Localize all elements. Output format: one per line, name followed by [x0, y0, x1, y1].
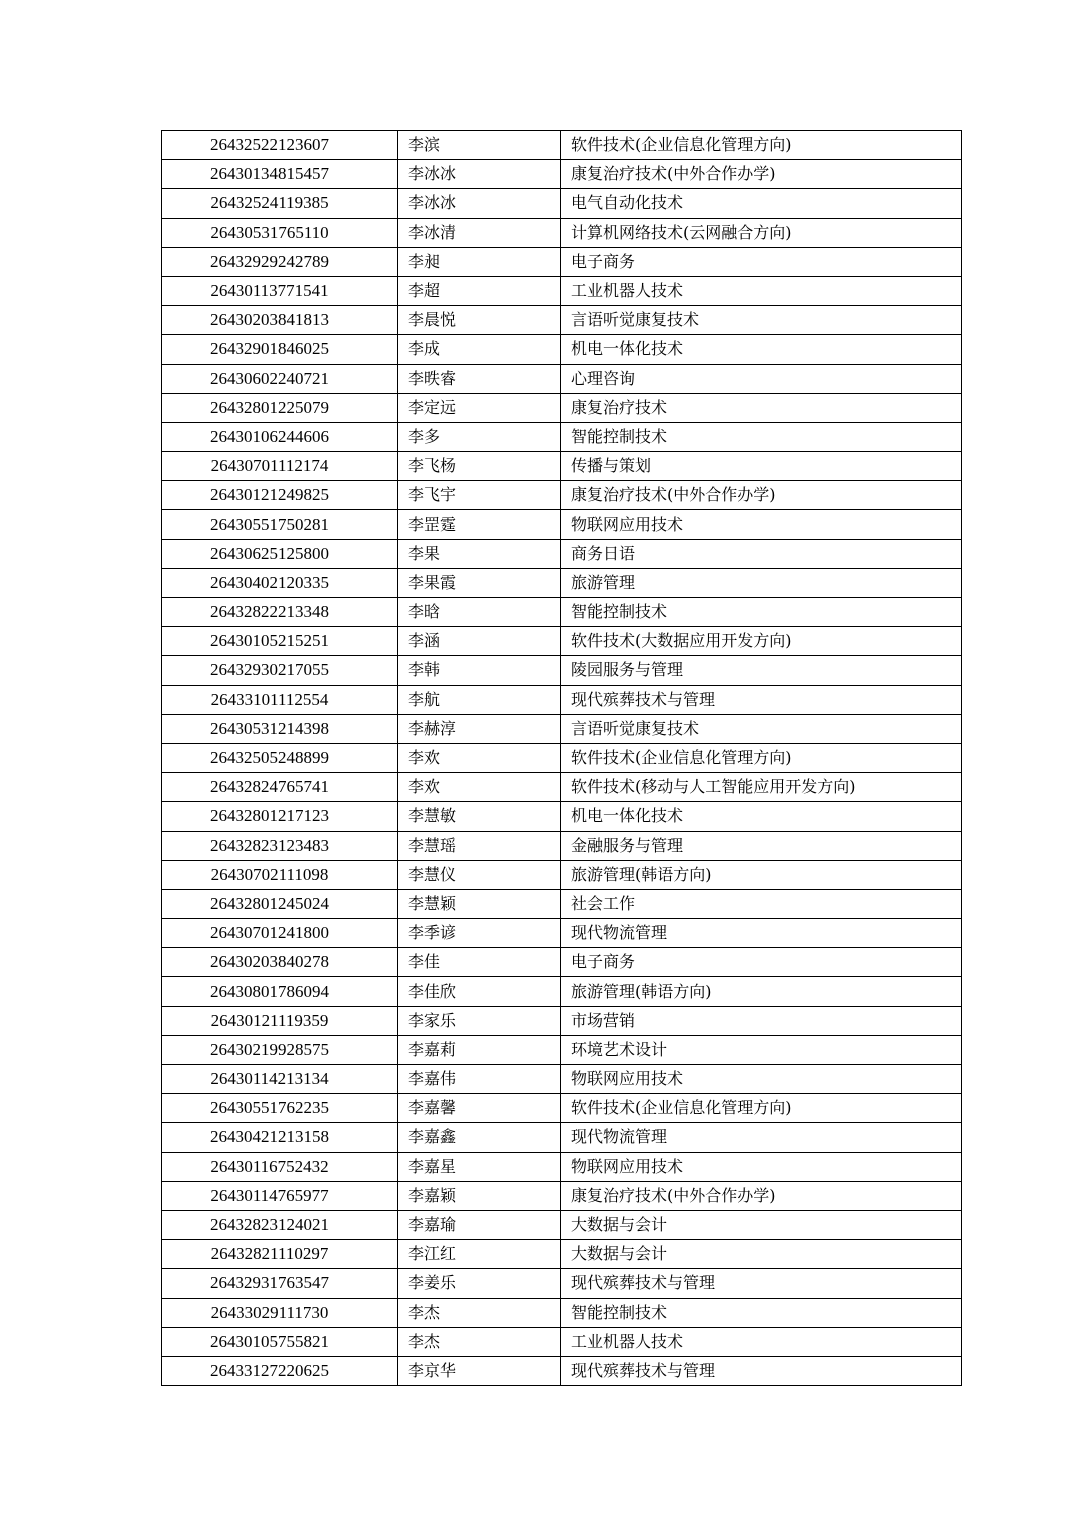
student-name-cell: 李果霞	[398, 568, 561, 597]
major-cell: 现代殡葬技术与管理	[561, 685, 962, 714]
exam-number-cell: 26432931763547	[162, 1269, 398, 1298]
major-cell: 旅游管理(韩语方向)	[561, 860, 962, 889]
table-row	[162, 1181, 962, 1210]
table-row	[162, 335, 962, 364]
table-row	[162, 364, 962, 393]
student-name-cell: 李家乐	[398, 1006, 561, 1035]
student-name-cell: 李昳睿	[398, 364, 561, 393]
student-name-cell: 李嘉瑜	[398, 1210, 561, 1239]
major-cell: 工业机器人技术	[561, 1327, 962, 1356]
exam-number-cell: 26430203841813	[162, 306, 398, 335]
table-row	[162, 481, 962, 510]
major-cell: 现代物流管理	[561, 919, 962, 948]
major-cell: 软件技术(移动与人工智能应用开发方向)	[561, 773, 962, 802]
major-cell: 电子商务	[561, 247, 962, 276]
student-name-cell: 李滨	[398, 131, 561, 160]
major-cell: 大数据与会计	[561, 1240, 962, 1269]
exam-number-cell: 26432823124021	[162, 1210, 398, 1239]
student-name-cell: 李慧颖	[398, 889, 561, 918]
table-row	[162, 539, 962, 568]
student-name-cell: 李超	[398, 276, 561, 305]
exam-number-cell: 26430114765977	[162, 1181, 398, 1210]
student-name-cell: 李嘉鑫	[398, 1123, 561, 1152]
table-row	[162, 773, 962, 802]
student-name-cell: 李慧仪	[398, 860, 561, 889]
exam-number-cell: 26430106244606	[162, 422, 398, 451]
student-name-cell: 李晗	[398, 598, 561, 627]
major-cell: 智能控制技术	[561, 422, 962, 451]
major-cell: 软件技术(企业信息化管理方向)	[561, 1094, 962, 1123]
exam-number-cell: 26430113771541	[162, 276, 398, 305]
table-row	[162, 714, 962, 743]
table-row	[162, 1035, 962, 1064]
exam-number-cell: 26430551750281	[162, 510, 398, 539]
student-name-cell: 李嘉星	[398, 1152, 561, 1181]
major-cell: 社会工作	[561, 889, 962, 918]
student-name-cell: 李江红	[398, 1240, 561, 1269]
table-row	[162, 656, 962, 685]
table-row	[162, 568, 962, 597]
exam-number-cell: 26432929242789	[162, 247, 398, 276]
student-name-cell: 李嘉伟	[398, 1065, 561, 1094]
student-name-cell: 李杰	[398, 1298, 561, 1327]
table-row	[162, 977, 962, 1006]
student-name-cell: 李昶	[398, 247, 561, 276]
table-row	[162, 685, 962, 714]
exam-number-cell: 26430114213134	[162, 1065, 398, 1094]
table-row	[162, 889, 962, 918]
exam-number-cell: 26430121119359	[162, 1006, 398, 1035]
table-row	[162, 1327, 962, 1356]
major-cell: 计算机网络技术(云网融合方向)	[561, 218, 962, 247]
major-cell: 传播与策划	[561, 452, 962, 481]
major-cell: 智能控制技术	[561, 598, 962, 627]
table-row	[162, 598, 962, 627]
exam-number-cell: 26432522123607	[162, 131, 398, 160]
major-cell: 康复治疗技术(中外合作办学)	[561, 1181, 962, 1210]
exam-number-cell: 26430701241800	[162, 919, 398, 948]
exam-number-cell: 26432822213348	[162, 598, 398, 627]
table-row	[162, 422, 962, 451]
student-name-cell: 李嘉馨	[398, 1094, 561, 1123]
exam-number-cell: 26430116752432	[162, 1152, 398, 1181]
exam-number-cell: 26430402120335	[162, 568, 398, 597]
exam-number-cell: 26432801245024	[162, 889, 398, 918]
table-row	[162, 276, 962, 305]
exam-number-cell: 26430105755821	[162, 1327, 398, 1356]
exam-number-cell: 26430625125800	[162, 539, 398, 568]
major-cell: 现代殡葬技术与管理	[561, 1269, 962, 1298]
table-row	[162, 860, 962, 889]
exam-number-cell: 26430531214398	[162, 714, 398, 743]
exam-number-cell: 26432821110297	[162, 1240, 398, 1269]
student-name-cell: 李欢	[398, 773, 561, 802]
major-cell: 言语听觉康复技术	[561, 306, 962, 335]
exam-number-cell: 26432505248899	[162, 743, 398, 772]
major-cell: 商务日语	[561, 539, 962, 568]
table-row	[162, 1065, 962, 1094]
major-cell: 电气自动化技术	[561, 189, 962, 218]
table-row	[162, 1298, 962, 1327]
major-cell: 物联网应用技术	[561, 1152, 962, 1181]
exam-number-cell: 26430701112174	[162, 452, 398, 481]
student-name-cell: 李冰冰	[398, 189, 561, 218]
major-cell: 机电一体化技术	[561, 802, 962, 831]
exam-number-cell: 26432524119385	[162, 189, 398, 218]
student-name-cell: 李赫淳	[398, 714, 561, 743]
student-name-cell: 李涵	[398, 627, 561, 656]
student-name-cell: 李定远	[398, 393, 561, 422]
exam-number-cell: 26432801217123	[162, 802, 398, 831]
exam-number-cell: 26430801786094	[162, 977, 398, 1006]
table-row	[162, 306, 962, 335]
major-cell: 康复治疗技术(中外合作办学)	[561, 160, 962, 189]
table-row	[162, 1006, 962, 1035]
major-cell: 现代物流管理	[561, 1123, 962, 1152]
student-name-cell: 李冰清	[398, 218, 561, 247]
student-name-cell: 李飞宇	[398, 481, 561, 510]
table-row	[162, 1123, 962, 1152]
student-name-cell: 李京华	[398, 1356, 561, 1385]
table-row	[162, 1210, 962, 1239]
exam-number-cell: 26430602240721	[162, 364, 398, 393]
document-page	[161, 130, 961, 1386]
exam-number-cell: 26432901846025	[162, 335, 398, 364]
roster-body	[162, 131, 962, 1386]
major-cell: 现代殡葬技术与管理	[561, 1356, 962, 1385]
student-name-cell: 李成	[398, 335, 561, 364]
student-name-cell: 李晨悦	[398, 306, 561, 335]
major-cell: 物联网应用技术	[561, 1065, 962, 1094]
exam-number-cell: 26430702111098	[162, 860, 398, 889]
exam-number-cell: 26430219928575	[162, 1035, 398, 1064]
exam-number-cell: 26432801225079	[162, 393, 398, 422]
major-cell: 陵园服务与管理	[561, 656, 962, 685]
exam-number-cell: 26430421213158	[162, 1123, 398, 1152]
major-cell: 软件技术(大数据应用开发方向)	[561, 627, 962, 656]
table-row	[162, 743, 962, 772]
exam-number-cell: 26430134815457	[162, 160, 398, 189]
student-name-cell: 李多	[398, 422, 561, 451]
student-name-cell: 李慧瑶	[398, 831, 561, 860]
major-cell: 心理咨询	[561, 364, 962, 393]
student-roster-table	[161, 130, 962, 1386]
table-row	[162, 1269, 962, 1298]
table-row	[162, 1240, 962, 1269]
exam-number-cell: 26430531765110	[162, 218, 398, 247]
major-cell: 电子商务	[561, 948, 962, 977]
student-name-cell: 李航	[398, 685, 561, 714]
exam-number-cell: 26430105215251	[162, 627, 398, 656]
student-name-cell: 李佳	[398, 948, 561, 977]
exam-number-cell: 26432823123483	[162, 831, 398, 860]
table-row	[162, 831, 962, 860]
major-cell: 旅游管理(韩语方向)	[561, 977, 962, 1006]
table-row	[162, 627, 962, 656]
table-row	[162, 948, 962, 977]
student-name-cell: 李季谚	[398, 919, 561, 948]
table-row	[162, 802, 962, 831]
major-cell: 智能控制技术	[561, 1298, 962, 1327]
table-row	[162, 247, 962, 276]
major-cell: 机电一体化技术	[561, 335, 962, 364]
student-name-cell: 李嘉颖	[398, 1181, 561, 1210]
student-name-cell: 李果	[398, 539, 561, 568]
student-name-cell: 李嘉莉	[398, 1035, 561, 1064]
table-row	[162, 131, 962, 160]
major-cell: 康复治疗技术	[561, 393, 962, 422]
exam-number-cell: 26430203840278	[162, 948, 398, 977]
student-name-cell: 李欢	[398, 743, 561, 772]
major-cell: 软件技术(企业信息化管理方向)	[561, 131, 962, 160]
major-cell: 软件技术(企业信息化管理方向)	[561, 743, 962, 772]
exam-number-cell: 26433029111730	[162, 1298, 398, 1327]
table-row	[162, 510, 962, 539]
major-cell: 环境艺术设计	[561, 1035, 962, 1064]
student-name-cell: 李罡霆	[398, 510, 561, 539]
table-row	[162, 160, 962, 189]
table-row	[162, 452, 962, 481]
student-name-cell: 李佳欣	[398, 977, 561, 1006]
table-row	[162, 919, 962, 948]
major-cell: 大数据与会计	[561, 1210, 962, 1239]
student-name-cell: 李飞杨	[398, 452, 561, 481]
exam-number-cell: 26433101112554	[162, 685, 398, 714]
major-cell: 言语听觉康复技术	[561, 714, 962, 743]
major-cell: 物联网应用技术	[561, 510, 962, 539]
student-name-cell: 李韩	[398, 656, 561, 685]
table-row	[162, 1356, 962, 1385]
table-row	[162, 1152, 962, 1181]
exam-number-cell: 26432824765741	[162, 773, 398, 802]
exam-number-cell: 26430121249825	[162, 481, 398, 510]
exam-number-cell: 26430551762235	[162, 1094, 398, 1123]
table-row	[162, 189, 962, 218]
major-cell: 市场营销	[561, 1006, 962, 1035]
student-name-cell: 李杰	[398, 1327, 561, 1356]
table-row	[162, 393, 962, 422]
exam-number-cell: 26433127220625	[162, 1356, 398, 1385]
major-cell: 工业机器人技术	[561, 276, 962, 305]
major-cell: 康复治疗技术(中外合作办学)	[561, 481, 962, 510]
major-cell: 旅游管理	[561, 568, 962, 597]
major-cell: 金融服务与管理	[561, 831, 962, 860]
table-row	[162, 1094, 962, 1123]
student-name-cell: 李慧敏	[398, 802, 561, 831]
table-row	[162, 218, 962, 247]
student-name-cell: 李冰冰	[398, 160, 561, 189]
exam-number-cell: 26432930217055	[162, 656, 398, 685]
student-name-cell: 李姜乐	[398, 1269, 561, 1298]
